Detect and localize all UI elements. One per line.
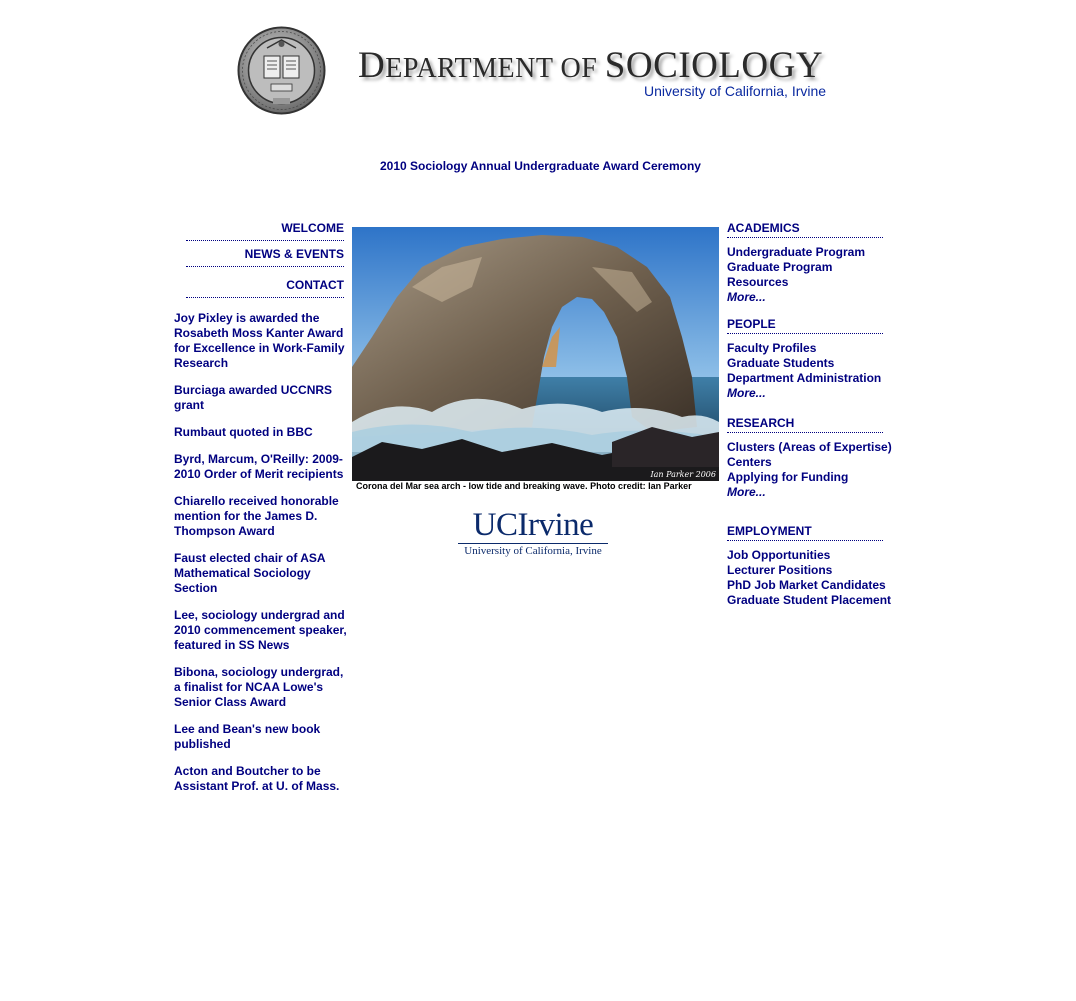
- link-graduate-program[interactable]: Graduate Program: [727, 260, 833, 274]
- news-item[interactable]: Acton and Boutcher to be Assistant Prof. at U. of Mass.: [174, 764, 340, 793]
- section-academics: [727, 221, 883, 305]
- link-phd-job-market-candidates[interactable]: PhD Job Market Candidates: [727, 578, 886, 592]
- section-employment: [727, 524, 891, 608]
- department-title: [358, 44, 823, 87]
- link-graduate-students[interactable]: Graduate Students: [727, 356, 835, 370]
- title-sociology: SOCIOLOGY: [604, 45, 824, 86]
- link-centers[interactable]: Centers: [727, 455, 772, 469]
- link-job-opportunities[interactable]: Job Opportunities: [727, 548, 831, 562]
- section-people: [727, 317, 883, 401]
- news-list: [174, 311, 350, 806]
- link-department-administration[interactable]: Department Administration: [727, 371, 882, 385]
- link-lecturer-positions[interactable]: Lecturer Positions: [727, 563, 833, 577]
- link-research-more[interactable]: More...: [727, 485, 766, 499]
- left-nav: [186, 221, 344, 298]
- nav-welcome[interactable]: WELCOME: [186, 221, 344, 241]
- heading-research[interactable]: RESEARCH: [727, 416, 883, 433]
- uci-logo-sub: University of California, Irvine: [464, 545, 602, 557]
- link-resources[interactable]: Resources: [727, 275, 789, 289]
- heading-academics[interactable]: ACADEMICS: [727, 221, 883, 238]
- photo-signature: Ian Parker 2006: [650, 470, 716, 479]
- news-item[interactable]: Lee, sociology undergrad and 2010 commencement speaker, featured in SS News: [174, 608, 347, 652]
- link-undergraduate-program[interactable]: Undergraduate Program: [727, 245, 866, 259]
- link-faculty-profiles[interactable]: Faculty Profiles: [727, 341, 817, 355]
- photo-caption: Corona del Mar sea arch - low tide and breaking wave. Photo credit: Ian Parker: [356, 481, 692, 491]
- sea-arch-photo: [352, 227, 719, 481]
- heading-employment[interactable]: EMPLOYMENT: [727, 524, 883, 541]
- news-item[interactable]: Lee and Bean's new book published: [174, 722, 321, 751]
- link-applying-for-funding[interactable]: Applying for Funding: [727, 470, 849, 484]
- uci-logo-word: UCIrvine: [472, 507, 594, 543]
- news-item[interactable]: Bibona, sociology undergrad, a finalist for NCAA Lowe's Senior Class Award: [174, 665, 344, 709]
- uc-seal-icon: [237, 26, 326, 115]
- link-academics-more[interactable]: More...: [727, 290, 766, 304]
- heading-people[interactable]: PEOPLE: [727, 317, 883, 334]
- nav-news-events[interactable]: NEWS & EVENTS: [186, 247, 344, 267]
- announcement-link[interactable]: 2010 Sociology Annual Undergraduate Award Ceremony: [380, 159, 701, 173]
- university-subtitle: University of California, Irvine: [644, 83, 827, 99]
- link-people-more[interactable]: More...: [727, 386, 766, 400]
- news-item[interactable]: Burciaga awarded UCCNRS grant: [174, 383, 333, 412]
- news-item[interactable]: Rumbaut quoted in BBC: [174, 425, 313, 439]
- title-initial-d: D: [358, 45, 386, 86]
- link-graduate-student-placement[interactable]: Graduate Student Placement: [727, 593, 892, 607]
- news-item[interactable]: Chiarello received honorable mention for the James D. Thompson Award: [174, 494, 339, 538]
- nav-contact[interactable]: CONTACT: [186, 278, 344, 298]
- title-epartment-of: EPARTMENT OF: [385, 53, 605, 84]
- uci-logo[interactable]: [458, 508, 608, 560]
- link-clusters[interactable]: Clusters (Areas of Expertise): [727, 440, 892, 454]
- section-research: [727, 416, 892, 500]
- news-item[interactable]: Byrd, Marcum, O'Reilly: 2009-2010 Order of Merit recipients: [174, 452, 344, 481]
- news-item[interactable]: Joy Pixley is awarded the Rosabeth Moss Kanter Award for Excellence in Work-Family Research: [174, 311, 345, 370]
- uci-logo-rule: [458, 543, 608, 544]
- news-item[interactable]: Faust elected chair of ASA Mathematical Sociology Section: [174, 551, 326, 595]
